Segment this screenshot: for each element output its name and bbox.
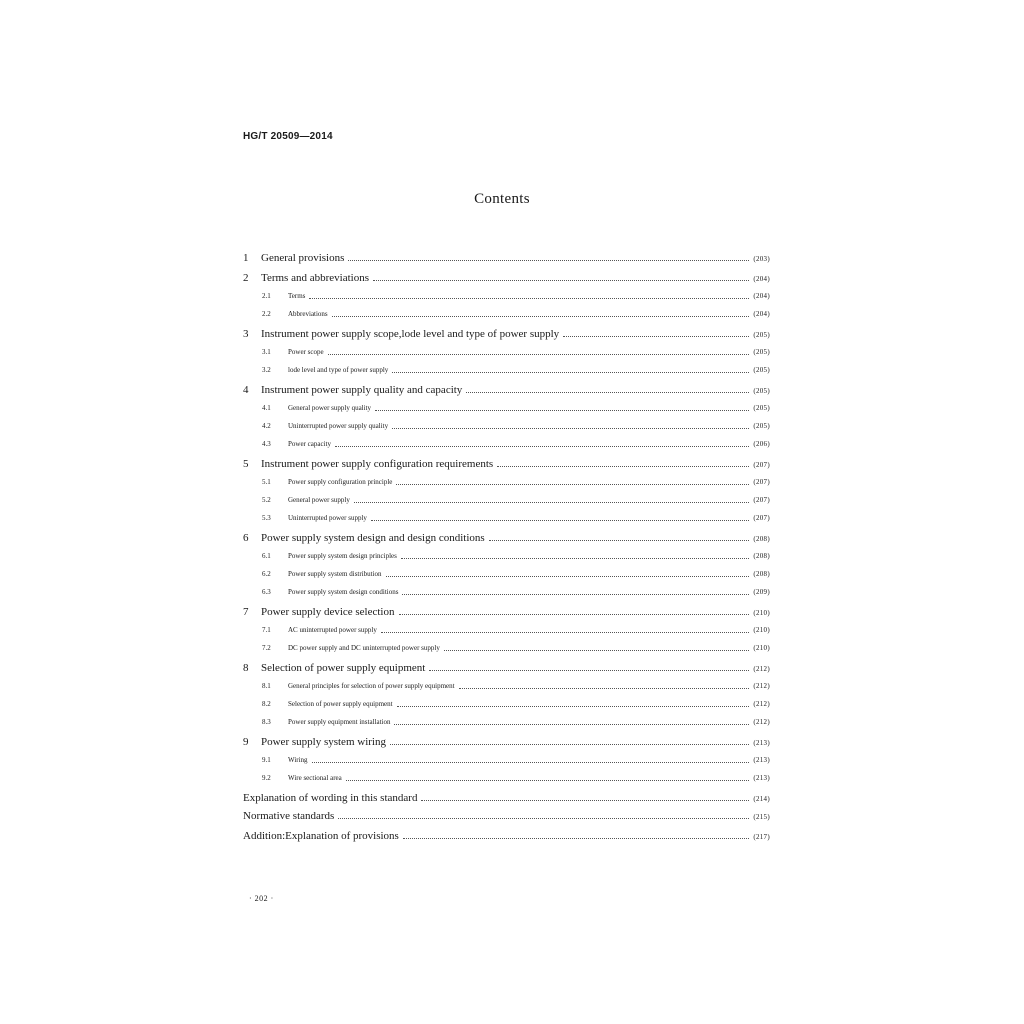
toc-entry-page: (204): [753, 275, 770, 283]
toc-entry-page: (205): [753, 348, 770, 356]
dot-leader: [381, 631, 749, 633]
toc-entry[interactable]: [243, 606, 770, 618]
toc-subentry[interactable]: [243, 496, 770, 504]
toc-entry-page: (203): [753, 255, 770, 263]
dot-leader: [394, 723, 749, 725]
toc-entry-number: 5: [243, 458, 249, 470]
toc-subentry[interactable]: [243, 292, 770, 300]
toc-entry-label: General principles for selection of power supply equipment: [288, 682, 455, 690]
toc-entry-number: 6: [243, 532, 249, 544]
toc-entry-number: 8.1: [262, 682, 271, 690]
toc-entry-label: DC power supply and DC uninterrupted power supply: [288, 644, 440, 652]
dot-leader: [392, 371, 749, 373]
toc-entry-label: General power supply quality: [288, 404, 372, 412]
toc-entry-label: General provisions: [261, 252, 345, 264]
toc-entry-page: (205): [753, 404, 770, 412]
dot-leader: [403, 837, 750, 839]
toc-subentry[interactable]: [243, 552, 770, 560]
toc-entry[interactable]: [243, 736, 770, 748]
toc-entry-page: (206): [753, 440, 770, 448]
toc-entry-number: 5.3: [262, 514, 271, 522]
toc-entry-number: 6.3: [262, 588, 271, 596]
toc-entry-page: (214): [753, 795, 770, 803]
toc-subentry[interactable]: [243, 774, 770, 782]
dot-leader: [348, 259, 749, 261]
toc-entry-number: 8.2: [262, 700, 271, 708]
toc-entry-number: 1: [243, 252, 249, 264]
toc-entry-page: (204): [753, 292, 770, 300]
toc-entry-label: Wire sectional area: [288, 774, 342, 782]
toc-entry-page: (213): [753, 774, 770, 782]
toc-entry-number: 3: [243, 328, 249, 340]
dot-leader: [497, 465, 749, 467]
toc-entry-label: Terms: [288, 292, 306, 300]
toc-entry-page: (204): [753, 310, 770, 318]
toc-entry-number: 7: [243, 606, 249, 618]
toc-entry-label: Selection of power supply equipment: [288, 700, 393, 708]
toc-entry-label: Instrument power supply scope,lode level and type of power supply: [261, 328, 560, 340]
dot-leader: [375, 409, 749, 411]
dot-leader: [429, 669, 749, 671]
dot-leader: [335, 445, 749, 447]
toc-subentry[interactable]: [243, 348, 770, 356]
toc-subentry[interactable]: [243, 570, 770, 578]
toc-entry-label: Power supply system design conditions: [288, 588, 399, 596]
dot-leader: [386, 575, 750, 577]
toc-entry-page: (209): [753, 588, 770, 596]
dot-leader: [397, 705, 750, 707]
toc-entry-number: 6.2: [262, 570, 271, 578]
toc-entry-number: 7.2: [262, 644, 271, 652]
dot-leader: [402, 593, 749, 595]
dot-leader: [489, 539, 750, 541]
toc-entry-page: (215): [753, 813, 770, 821]
toc-entry-page: (205): [753, 331, 770, 339]
toc-entry-label: Instrument power supply quality and capacity: [261, 384, 463, 396]
toc-subentry[interactable]: [243, 756, 770, 764]
toc-entry-page: (212): [753, 700, 770, 708]
toc-subentry[interactable]: [243, 626, 770, 634]
toc-entry-number: 5.1: [262, 478, 271, 486]
toc-entry-page: (207): [753, 461, 770, 469]
toc-entry[interactable]: [243, 662, 770, 674]
toc-entry-number: 4.3: [262, 440, 271, 448]
dot-leader: [401, 557, 749, 559]
toc-entry-label: lode level and type of power supply: [288, 366, 389, 374]
dot-leader: [399, 613, 750, 615]
toc-entry-number: 4: [243, 384, 249, 396]
document-code: HG/T 20509—2014: [243, 131, 333, 142]
toc-entry[interactable]: [243, 328, 770, 340]
toc-entry[interactable]: [243, 830, 770, 842]
toc-entry-page: (205): [753, 366, 770, 374]
toc-subentry[interactable]: [243, 718, 770, 726]
toc-entry-number: 4.2: [262, 422, 271, 430]
toc-entry[interactable]: [243, 532, 770, 544]
dot-leader: [346, 779, 750, 781]
toc-entry[interactable]: [243, 252, 770, 264]
toc-entry-number: 2.2: [262, 310, 271, 318]
dot-leader: [332, 315, 750, 317]
toc-entry-number: 8: [243, 662, 249, 674]
toc-subentry[interactable]: [243, 644, 770, 652]
page-title: Contents: [474, 191, 530, 207]
toc-entry-label: Wiring: [288, 756, 308, 764]
toc-subentry[interactable]: [243, 366, 770, 374]
toc-entry-number: 7.1: [262, 626, 271, 634]
toc-entry-number: 9.2: [262, 774, 271, 782]
dot-leader: [309, 297, 749, 299]
toc-entry-label: Normative standards: [243, 810, 335, 822]
toc-entry-label: Power capacity: [288, 440, 331, 448]
toc-entry-label: Power supply system design and design conditions: [261, 532, 485, 544]
dot-leader: [312, 761, 750, 763]
toc-entry-page: (213): [753, 739, 770, 747]
toc-subentry[interactable]: [243, 682, 770, 690]
toc-entry-page: (212): [753, 682, 770, 690]
toc-entry-page: (208): [753, 552, 770, 560]
toc-subentry[interactable]: [243, 478, 770, 486]
dot-leader: [459, 687, 750, 689]
toc-entry-number: 4.1: [262, 404, 271, 412]
toc-entry-label: Abbreviations: [288, 310, 328, 318]
toc-entry-label: Addition:Explanation of provisions: [243, 830, 399, 842]
toc-entry-page: (217): [753, 833, 770, 841]
toc-subentry[interactable]: [243, 404, 770, 412]
toc-entry-page: (207): [753, 496, 770, 504]
toc-entry-label: Uninterrupted power supply quality: [288, 422, 389, 430]
toc-entry-page: (208): [753, 535, 770, 543]
page-number: · 202 ·: [249, 894, 274, 903]
toc-entry[interactable]: [243, 792, 770, 804]
toc-subentry[interactable]: [243, 310, 770, 318]
toc-entry-page: (212): [753, 718, 770, 726]
toc-entry-label: Power scope: [288, 348, 324, 356]
dot-leader: [371, 519, 749, 521]
toc-entry-label: Uninterrupted power supply: [288, 514, 367, 522]
toc-entry-page: (212): [753, 665, 770, 673]
toc-entry-label: Terms and abbreviations: [261, 272, 369, 284]
toc-entry-label: Power supply device selection: [261, 606, 395, 618]
toc-entry[interactable]: [243, 384, 770, 396]
dot-leader: [421, 799, 749, 801]
toc-entry-number: 3.1: [262, 348, 271, 356]
dot-leader: [396, 483, 749, 485]
toc-entry-page: (207): [753, 478, 770, 486]
dot-leader: [390, 743, 749, 745]
toc-entry-number: 9: [243, 736, 249, 748]
toc-entry-page: (208): [753, 570, 770, 578]
toc-entry-label: Power supply system distribution: [288, 570, 382, 578]
toc-entry-page: (213): [753, 756, 770, 764]
toc-entry-number: 2: [243, 272, 249, 284]
toc-entry-number: 6.1: [262, 552, 271, 560]
toc-entry-number: 2.1: [262, 292, 271, 300]
toc-entry-page: (207): [753, 514, 770, 522]
toc-entry-page: (205): [753, 387, 770, 395]
dot-leader: [392, 427, 749, 429]
toc-entry-label: Selection of power supply equipment: [261, 662, 426, 674]
toc-entry-label: Power supply system wiring: [261, 736, 386, 748]
toc-entry-label: Power supply configuration principle: [288, 478, 393, 486]
toc-entry-number: 3.2: [262, 366, 271, 374]
dot-leader: [338, 817, 749, 819]
dot-leader: [444, 649, 749, 651]
toc-subentry[interactable]: [243, 700, 770, 708]
toc-subentry[interactable]: [243, 514, 770, 522]
toc-entry[interactable]: [243, 272, 770, 284]
toc-entry-label: Power supply equipment installation: [288, 718, 391, 726]
toc-entry[interactable]: [243, 810, 770, 822]
toc-subentry[interactable]: [243, 588, 770, 596]
toc-entry-number: 8.3: [262, 718, 271, 726]
toc-entry-label: Instrument power supply configuration requirements: [261, 458, 494, 470]
toc-entry-number: 9.1: [262, 756, 271, 764]
toc-entry-number: 5.2: [262, 496, 271, 504]
toc-subentry[interactable]: [243, 422, 770, 430]
toc-entry-page: (205): [753, 422, 770, 430]
toc-subentry[interactable]: [243, 440, 770, 448]
toc-entry-label: Explanation of wording in this standard: [243, 792, 418, 804]
toc-entry-label: General power supply: [288, 496, 350, 504]
toc-entry-page: (210): [753, 644, 770, 652]
dot-leader: [563, 335, 749, 337]
dot-leader: [328, 353, 750, 355]
toc-entry[interactable]: [243, 458, 770, 470]
dot-leader: [373, 279, 749, 281]
dot-leader: [466, 391, 749, 393]
toc-entry-page: (210): [753, 626, 770, 634]
toc-entry-page: (210): [753, 609, 770, 617]
toc-entry-label: AC uninterrupted power supply: [288, 626, 377, 634]
toc-entry-label: Power supply system design principles: [288, 552, 397, 560]
dot-leader: [354, 501, 750, 503]
